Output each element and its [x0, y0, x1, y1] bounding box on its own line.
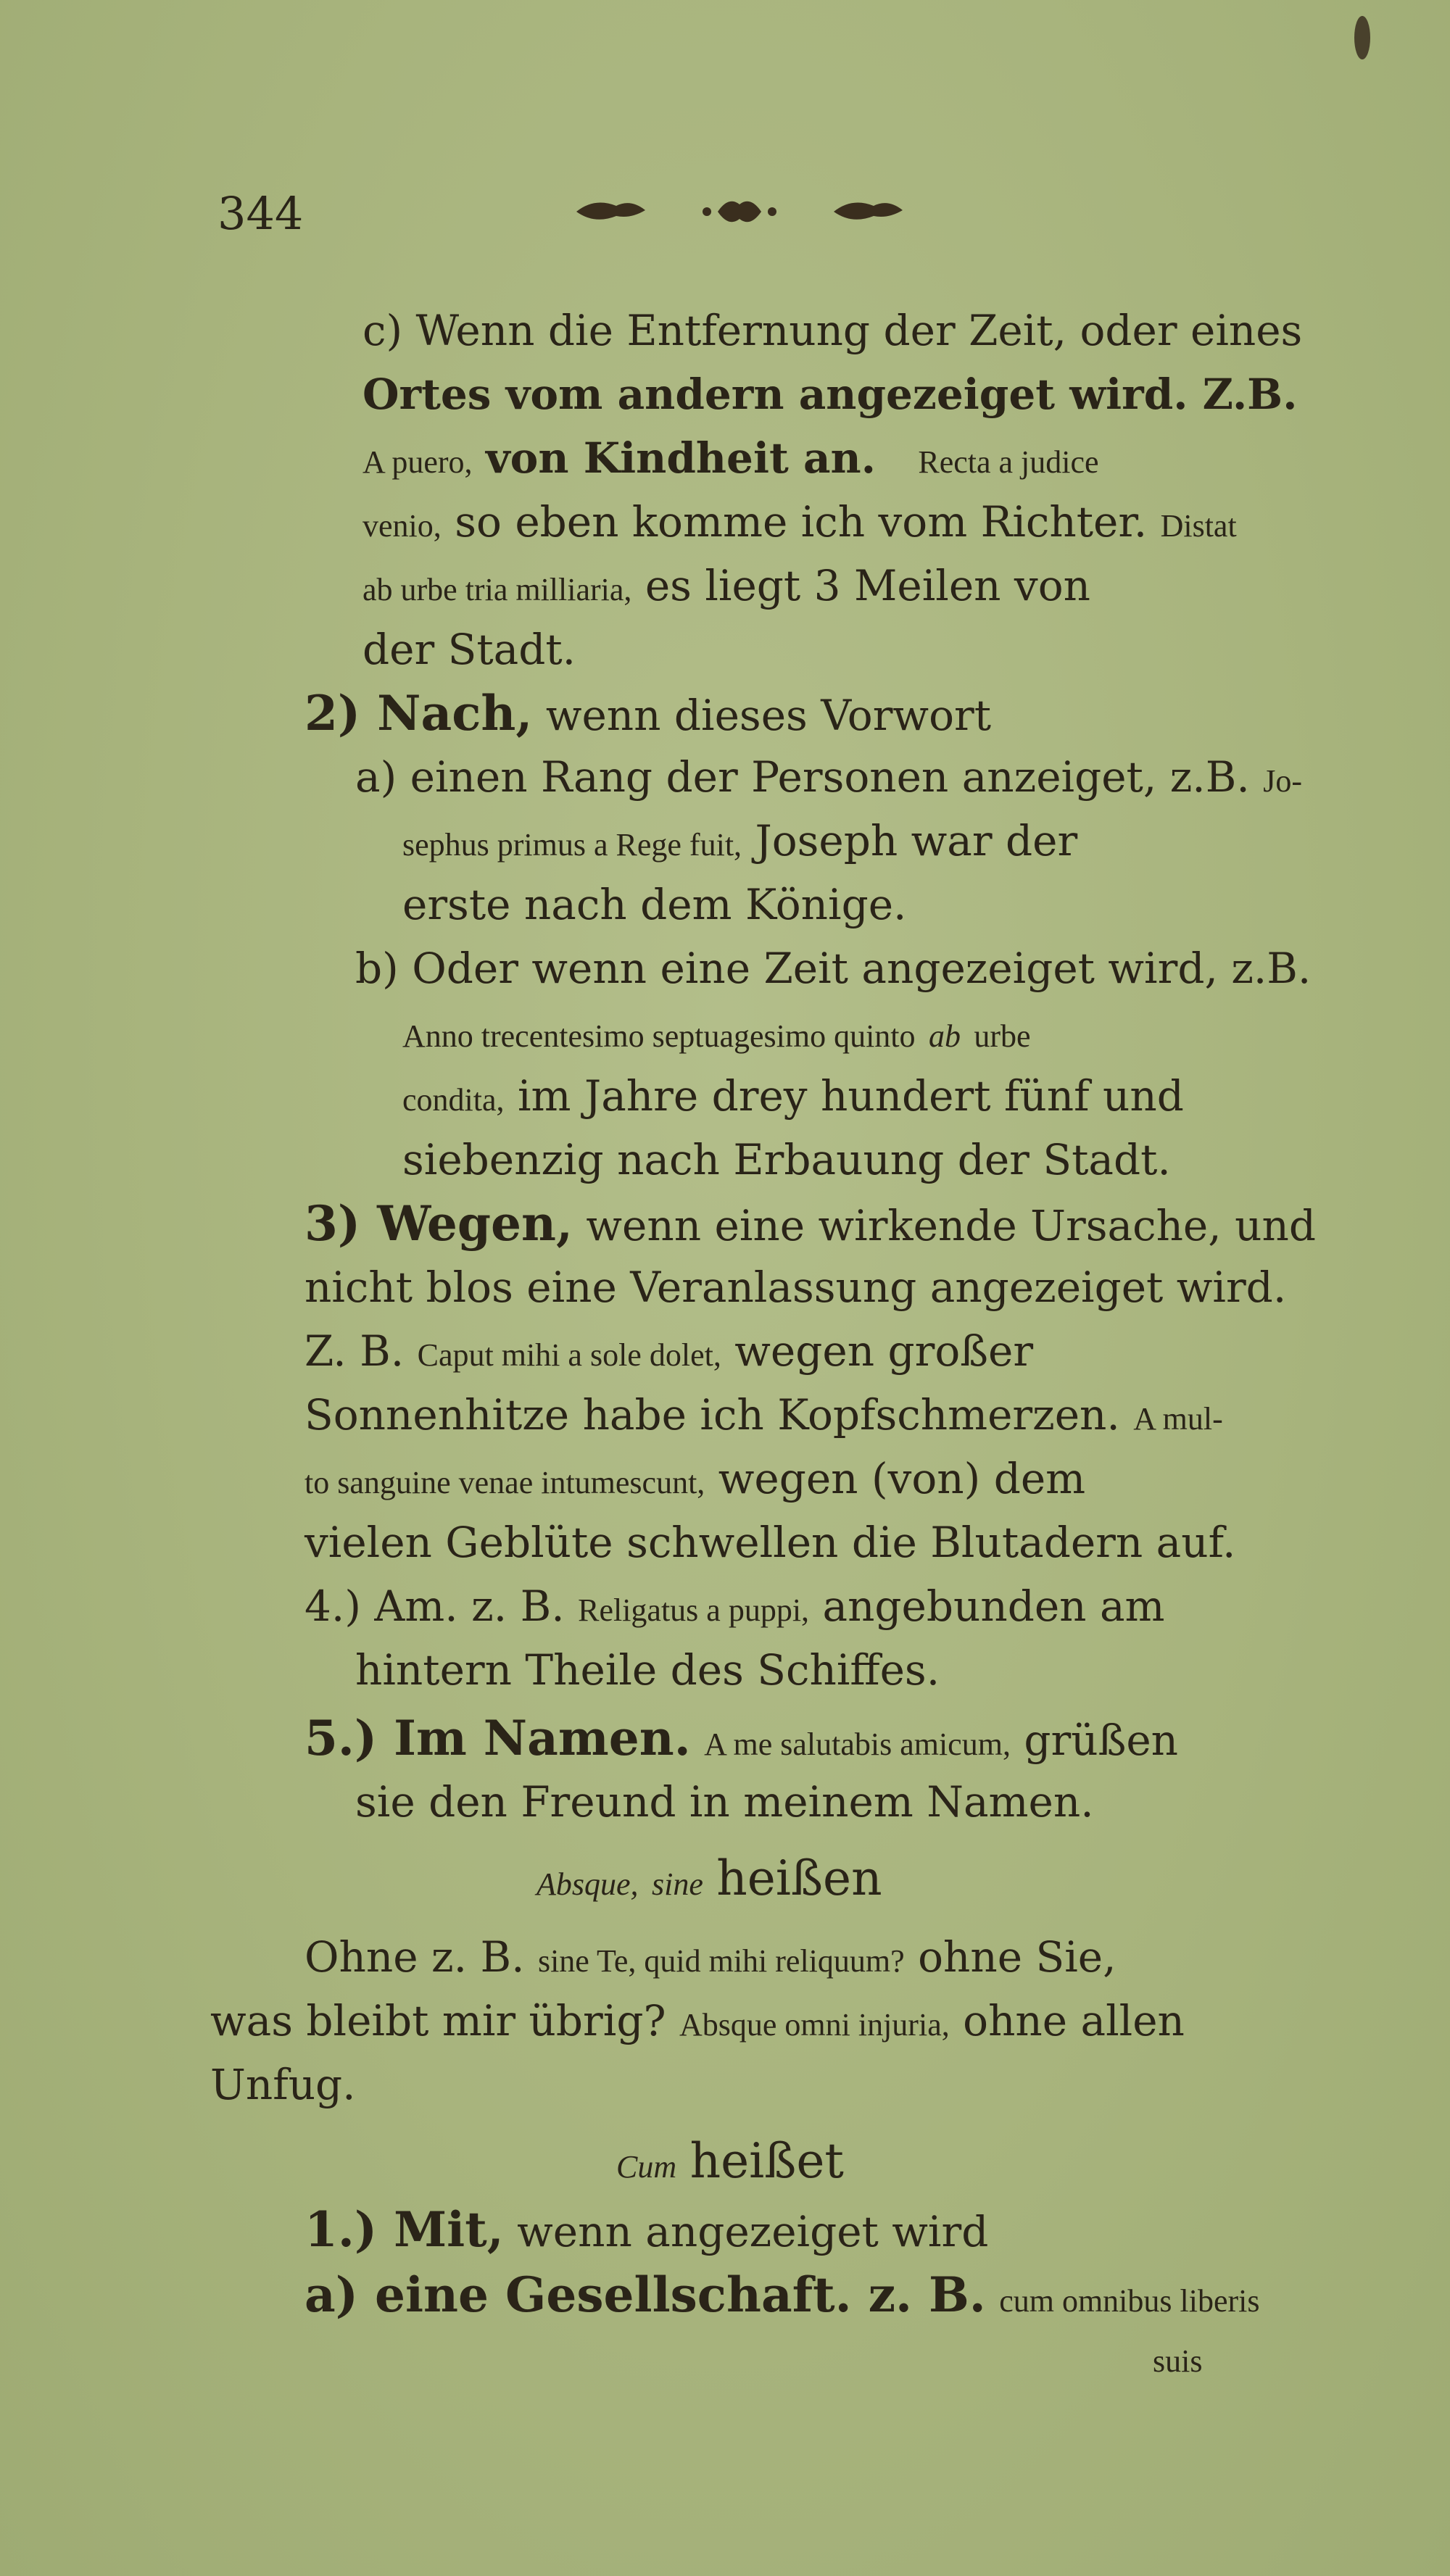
- text-line: nicht blos eine Veranlassung angezeiget wird.: [304, 1263, 1287, 1312]
- latin-text: venio,: [362, 508, 442, 544]
- text-line: [362, 368, 1297, 420]
- text-line: [304, 687, 991, 741]
- latin-text: Anno trecentesimo septuagesimo quinto: [402, 1018, 916, 1054]
- text-span: a) einen Rang der Personen anzeiget, z.B.: [355, 752, 1250, 802]
- text-span: ohne Sie,: [918, 1932, 1116, 1982]
- text-span: so eben komme ich vom Richter.: [455, 497, 1148, 547]
- latin-text: A puero,: [362, 444, 473, 480]
- text-span: 1.) Mit,: [304, 2201, 504, 2258]
- latin-text: cum omnibus liberis: [999, 2283, 1260, 2319]
- text-span: von Kindheit an.: [485, 433, 876, 483]
- text-span: es liegt 3 Meilen von: [645, 561, 1090, 610]
- text-line: [402, 1006, 1031, 1063]
- section-heading: [536, 1850, 882, 1911]
- text-span: ohne allen: [963, 1996, 1185, 2045]
- text-span: angebunden am: [822, 1582, 1165, 1631]
- latin-text: Absque omni injuria,: [679, 2007, 950, 2043]
- text-span: grüßen: [1024, 1716, 1179, 1765]
- text-line: [355, 751, 1302, 807]
- text-span: Ortes vom andern angezeiget wird. Z.B.: [362, 370, 1298, 419]
- latin-text: A me salutabis amicum,: [704, 1727, 1011, 1762]
- latin-text: Recta a judice: [918, 444, 1099, 480]
- latin-text: Jo-: [1263, 763, 1302, 799]
- header-ornament-icon: [573, 190, 906, 233]
- text-line: vielen Geblüte schwellen die Blutadern auf.: [304, 1518, 1236, 1567]
- text-line: siebenzig nach Erbauung der Stadt.: [402, 1135, 1171, 1184]
- catchword: suis: [1153, 2343, 1203, 2379]
- text-line: [304, 1931, 1116, 1987]
- text-span: Z. B.: [304, 1326, 405, 1376]
- latin-text: Absque,: [536, 1866, 639, 1902]
- text-line: [362, 560, 1090, 616]
- text-line: [362, 496, 1237, 552]
- text-line: [304, 2269, 1260, 2327]
- text-line: hintern Theile des Schiffes.: [355, 1645, 940, 1695]
- text-line: [304, 1580, 1165, 1637]
- text-line: b) Oder wenn eine Zeit angezeiget wird, z.B.: [355, 944, 1312, 993]
- latin-text: Caput mihi a sole dolet,: [417, 1337, 721, 1373]
- latin-text: A mul-: [1133, 1401, 1223, 1437]
- section-heading: [616, 2135, 844, 2193]
- text-line: erste nach dem Könige.: [402, 880, 907, 929]
- text-line: [304, 1197, 1316, 1252]
- text-line: c) Wenn die Entfernung der Zeit, oder eines: [362, 306, 1303, 355]
- text-line: [362, 432, 1099, 489]
- latin-text: to sanguine venae intumescunt,: [304, 1465, 705, 1500]
- text-line: [304, 1453, 1085, 1509]
- text-line: sie den Freund in meinem Namen.: [355, 1777, 1094, 1827]
- latin-text: Cum: [616, 2149, 677, 2185]
- text-span: 4.) Am. z. B.: [304, 1582, 565, 1631]
- latin-text: Distat: [1160, 508, 1237, 544]
- text-line: [402, 815, 1077, 871]
- text-line: [304, 1712, 1178, 1771]
- latin-text: sine: [651, 1866, 703, 1902]
- text-line: [304, 1389, 1223, 1445]
- text-span: heißen: [716, 1850, 882, 1906]
- latin-text: urbe: [974, 1018, 1031, 1054]
- text-span: wenn dieses Vorwort: [545, 691, 992, 740]
- text-line: der Stadt.: [362, 625, 576, 674]
- text-line: [210, 1995, 1185, 2051]
- text-span: 5.) Im Namen.: [304, 1710, 691, 1766]
- latin-text: ab urbe tria milliaria,: [362, 572, 632, 607]
- ink-blot: [1354, 16, 1370, 59]
- text-span: wenn angezeiget wird: [517, 2207, 989, 2256]
- text-span: im Jahre drey hundert fünf und: [517, 1071, 1184, 1121]
- text-span: a) eine Gesellschaft. z. B.: [304, 2267, 986, 2323]
- text-span: was bleibt mir übrig?: [210, 1996, 666, 2045]
- text-line: [304, 1325, 1033, 1382]
- text-span: Ohne z. B.: [304, 1932, 525, 1982]
- text-line: [304, 2203, 988, 2258]
- latin-text: sephus primus a Rege fuit,: [402, 827, 742, 863]
- text-span: Sonnenhitze habe ich Kopfschmerzen.: [304, 1390, 1120, 1439]
- text-span: 2) Nach,: [304, 685, 533, 741]
- text-span: wegen (von) dem: [718, 1454, 1086, 1503]
- text-line: [402, 1070, 1184, 1126]
- page-number: 344: [218, 187, 304, 240]
- latin-text: condita,: [402, 1082, 505, 1118]
- latin-text: ab: [928, 1018, 961, 1054]
- latin-text: Religatus a puppi,: [578, 1592, 810, 1628]
- text-span: wenn eine wirkende Ursache, und: [586, 1201, 1316, 1250]
- text-span: wegen großer: [734, 1326, 1034, 1376]
- text-line: Unfug.: [210, 2060, 356, 2109]
- latin-text: sine Te, quid mihi reliquum?: [537, 1943, 905, 1979]
- text-span: Joseph war der: [755, 816, 1078, 865]
- text-span: heißet: [689, 2133, 844, 2189]
- text-span: 3) Wegen,: [304, 1195, 573, 1252]
